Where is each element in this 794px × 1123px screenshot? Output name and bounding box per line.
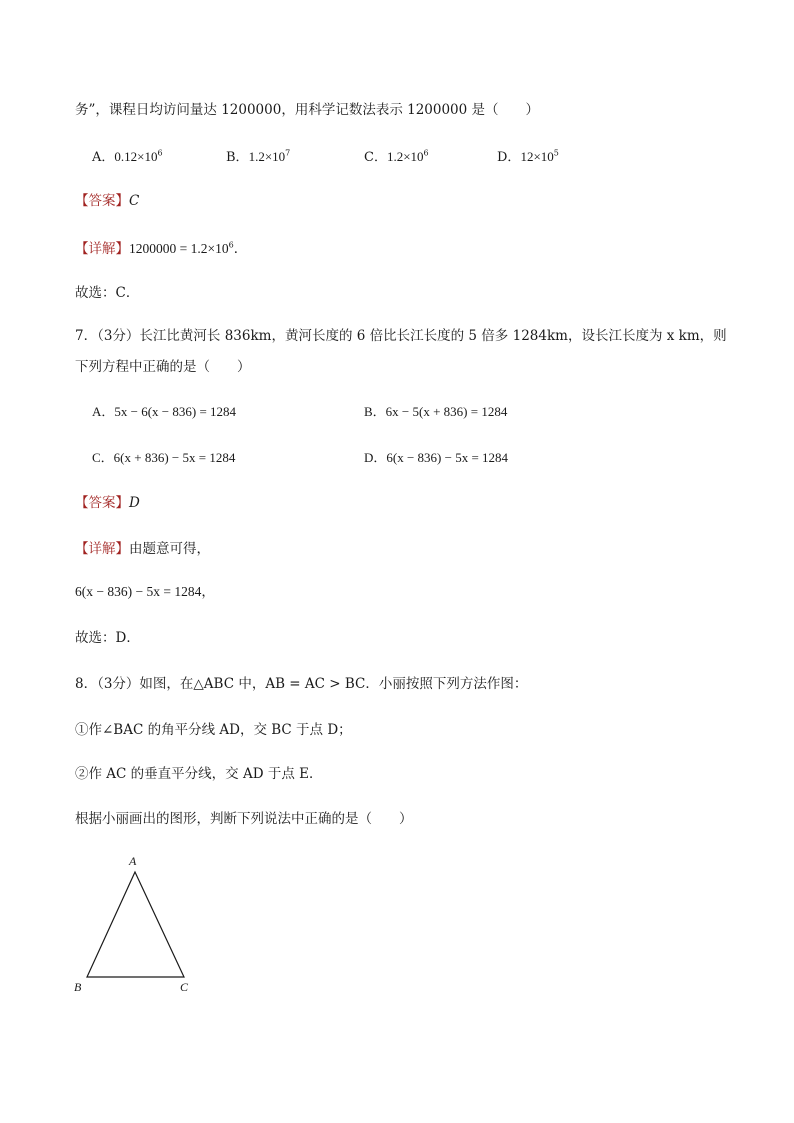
q7-option-c[interactable]: C．6(x + 836) − 5x = 1284 [92,450,236,465]
q6-option-d[interactable]: D．$12\times 10^5$ [497,148,559,165]
q7-answer: 【答案】D [75,495,140,511]
q8-question: 根据小丽画出的图形，判断下列说法中正确的是（ ） [75,811,413,827]
q7-option-a[interactable]: A．5x − 6(x − 836) = 1284 [92,404,237,419]
q7-option-d[interactable]: D．6(x − 836) − 5x = 1284 [364,450,509,465]
q6-answer: 【答案】C [75,193,140,209]
q8-stem: 8．（3分）如图，在△ABC 中，AB = AC > BC．小丽按照下列方法作图： [75,676,528,692]
q6-option-c[interactable]: C．$1.2\times 10^6$ [364,148,429,165]
q7-option-b[interactable]: B．6x − 5(x + 836) = 1284 [364,404,508,419]
q7-stem-line2: 下列方程中正确的是（ ） [75,359,251,375]
q7-equation: 6(x − 836) − 5x = 1284， [75,584,215,599]
q6-stem-tail: 务”，课程日均访问量达 1200000，用科学记数法表示 1200000 是（ ） [75,102,540,118]
triangle-figure [65,845,205,1000]
vertex-label-a: A [129,854,137,868]
q7-choose: 故选：D． [75,630,140,646]
q6-option-a[interactable]: A．$0.12\times 10^6$ [92,148,163,165]
q6-option-b[interactable]: B．$1.2\times 10^7$ [226,148,291,165]
vertex-label-b: B [74,980,82,994]
triangle-abc [87,872,184,977]
q8-step2: ②作 AC 的垂直平分线，交 AD 于点 E． [75,766,323,782]
q8-step1: ①作∠BAC 的角平分线 AD，交 BC 于点 D； [75,722,352,738]
q7-stem-line1: 7．（3分）长江比黄河长 836km，黄河长度的 6 倍比长江长度的 5 倍多 1284km，设长江长度为 x km，则 [75,328,727,344]
vertex-label-c: C [180,980,189,994]
q6-choose: 故选：C． [75,285,140,301]
q7-detail: 【详解】由题意可得， [75,541,210,557]
q6-detail: 【详解】$1200000 = 1.2\times 10^6$． [75,240,248,257]
